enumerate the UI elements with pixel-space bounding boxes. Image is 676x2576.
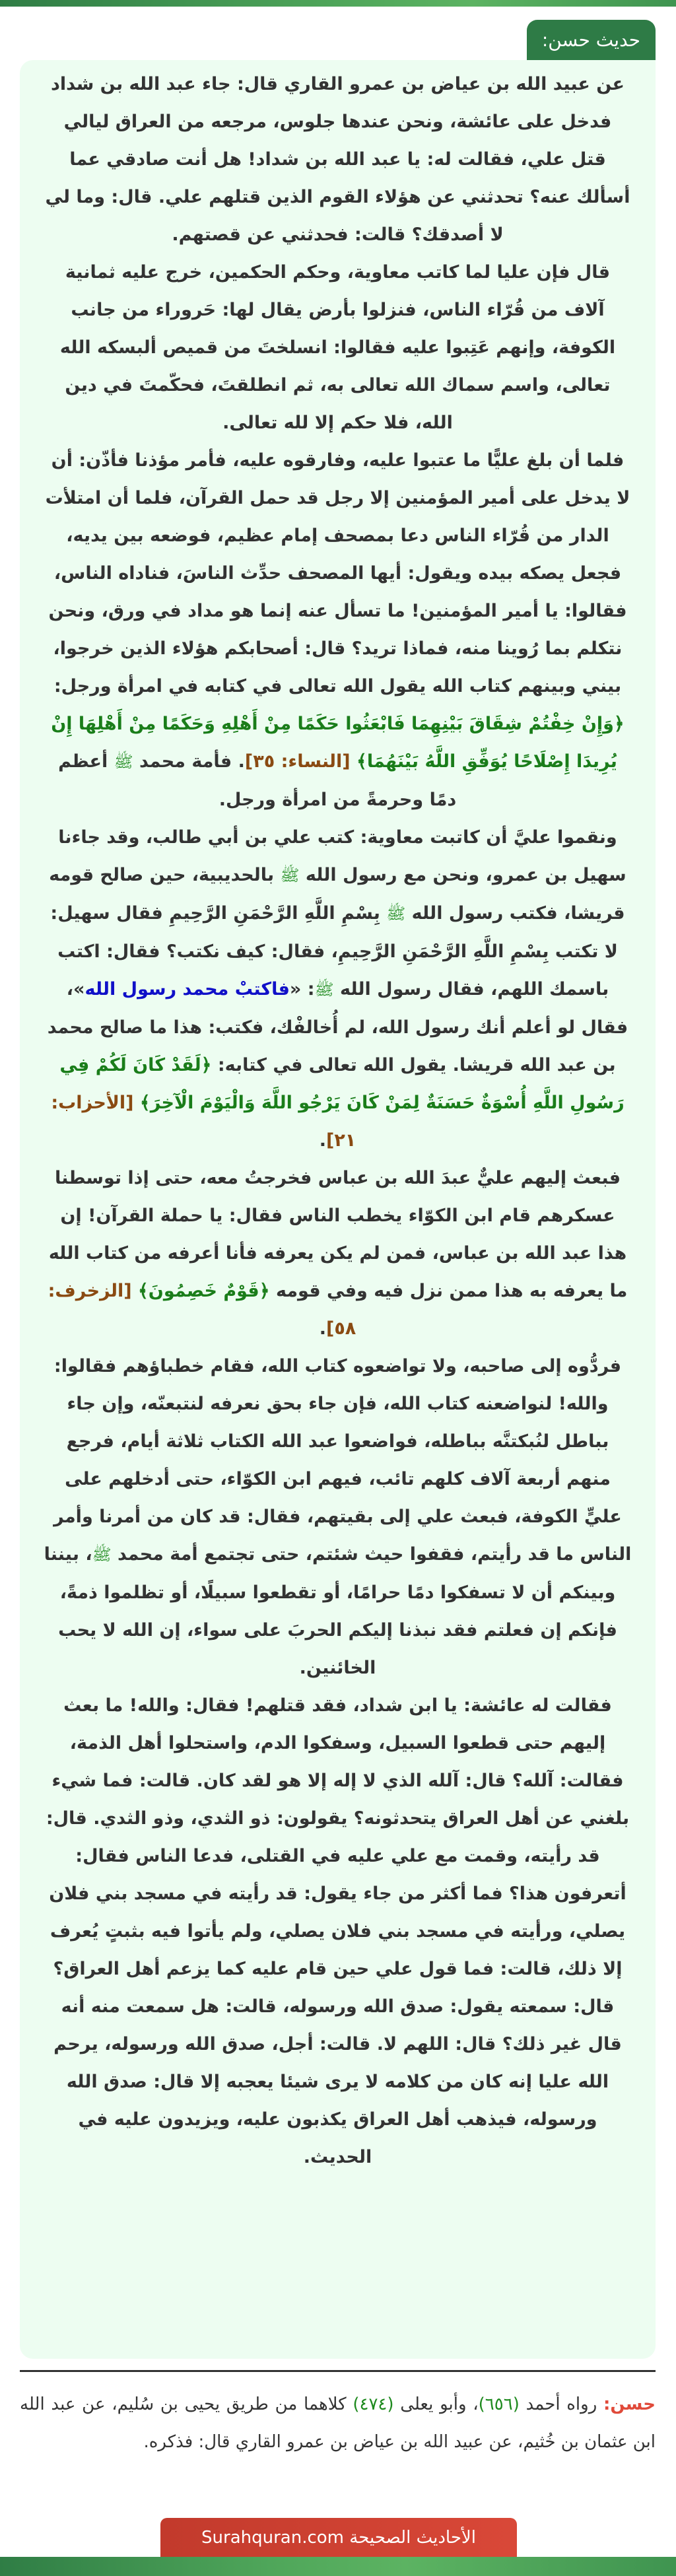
takhrij-source-text: [20, 2386, 656, 2461]
hadith-paragraph: [44, 1159, 632, 1347]
narration-text: ، بيننا وبينكم أن لا تسفكوا دمًا حرامًا، أو تقطعوا سبيلًا، أو تظلموا ذمةً، فإنكم إن فعلتم فقد نبذنا إليكم الحربَ على سواء، إن الله لا يحب الخائنين.: [44, 1544, 617, 1678]
prophet-quote: فاكتبْ محمد رسول الله: [84, 979, 290, 1000]
salawat-icon: ﷺ: [114, 753, 133, 771]
takhrij-text: كلاهما من طريق يحيى بن سُليم، عن عبد الله ابن عثمان بن خُثيم، عن عبيد الله بن عياض بن عمرو القاري قال: فذكره.: [20, 2394, 656, 2452]
surah-reference: [النساء: ٣٥]: [244, 751, 351, 772]
top-decorative-bar: [0, 0, 676, 7]
narration-text: بالحديبية، حين صالح قومه قريشا، فكتب رسول الله: [49, 865, 625, 924]
reference-number: (٤٧٤): [353, 2394, 394, 2414]
grade-label: حسن:: [603, 2394, 656, 2414]
site-link-button[interactable]: الأحاديث الصحيحة Surahquran.com: [160, 2518, 517, 2558]
salawat-icon: ﷺ: [92, 1545, 112, 1564]
narration-text: : «: [289, 979, 315, 1000]
reference-number: (٦٥٦): [478, 2394, 520, 2414]
hadith-paragraph: قال فإن عليا لما كاتب معاوية، وحكم الحكمين، خرج عليه ثمانية آلاف من قُرّاء الناس، فنزلوا بأرض يقال لها: حَروراء من جانب الكوفة، وإنهم عَتِبوا عليه فقالوا: انسلختَ من قميص ألبسكه الله تعالى، واسم سماك الله تعالى به، ثم انطلقتَ، فحكّمتَ في دين الله، فلا حكم إلا لله تعالى.: [59, 262, 616, 433]
hadith-paragraph: عن عبيد الله بن عياض بن عمرو القاري قال: جاء عبد الله بن شداد فدخل على عائشة، ونحن عندها جلوس، مرجعه من العراق ليالي قتل علي، فقالت له: يا عبد الله بن شداد! هل أنت صادقي عما أسألك عنه؟ تحدثني عن هؤلاء القوم الذين قتلهم علي. قال: وما لي لا أصدقك؟ قالت: فحدثني عن قصتهم.: [45, 74, 630, 245]
hadith-body: [44, 65, 632, 2176]
takhrij-text: ، وأبو يعلى: [393, 2394, 479, 2414]
narration-text: فردُّوه إلى صاحبه، ولا تواضعوه كتاب الله، فقام خطباؤهم فقالوا: والله! لنواضعنه كتاب الله، فإن جاء بحق نعرفه لنتبعنّه، وإن جاء بباطل لنُبكتنَّه بباطله، فواضعوا عبد الله الكتاب ثلاثة أيام، فرجع منهم أربعة آلاف كلهم تائب، فيهم ابن الكوّاء، حتى أدخلهم على عليٍّ الكوفة، فبعث علي إلى بقيتهم، فقال: قد كان من أمرنا وأمر الناس ما قد رأيتم، فقفوا حيث شئتم، حتى تجتمع أمة محمد: [53, 1356, 632, 1565]
narration-text: فبعث إليهم عليٌّ عبدَ الله بن عباس فخرجتُ معه، حتى إذا توسطنا عسكرهم قام ابن الكوّاء يخطب الناس فقال: يا حملة القرآن! إن هذا عبد الله بن عباس، فمن لم يكن يعرفه فأنا أعرفه من كتاب الله ما يعرفه به هذا ممن نزل فيه وفي قومه: [48, 1168, 628, 1301]
surah-reference: [الزخرف: ٥٨]: [48, 1281, 356, 1339]
hadith-text-box: [20, 60, 656, 2359]
narration-text: فلما أن بلغ عليًّا ما عتبوا عليه، وفارقوه عليه، فأمر مؤذنا فأذّن: أن لا يدخل على أمير المؤمنين إلا رجل قد حمل القرآن، فلما أن امتلأت الدار من قُرّاء الناس دعا بمصحف إمام عظيم، فوضعه بين يديه، فجعل يصكه بيده ويقول: أيها المصحف حدِّث الناسَ، فناداه الناس، فقالوا: يا أمير المؤمنين! ما تسأل عنه إنما هو مداد في ورق، ونحن نتكلم بما رُوينا منه، فماذا تريد؟ قال: أصحابكم هؤلاء الذين خرجوا، بيني وبينهم كتاب الله يقول الله تعالى في كتابه في امرأة ورجل:: [45, 450, 630, 696]
narration-text: بِسْمِ اللَّهِ الرَّحْمَنِ الرَّحِيمِ فقال سهيل: لا تكتب بِسْمِ اللَّهِ الرَّحْمَنِ الرَّحِيمِ، فقال: كيف نكتب؟ فقال: اكتب باسمك اللهم، فقال رسول الله: [50, 903, 618, 1000]
takhrij-text: رواه أحمد: [519, 2394, 603, 2414]
hadith-paragraph: [44, 1347, 632, 1687]
narration-text: .: [319, 1130, 326, 1151]
surah-reference: [الأحزاب: ٢١]: [51, 1093, 356, 1151]
section-divider: [20, 2370, 656, 2372]
hadith-paragraph: [44, 819, 632, 1159]
bottom-decorative-bar: [0, 2557, 676, 2576]
narration-text: ونقموا عليَّ أن كاتبت معاوية: كتب علي بن أبي طالب، وقد جاءنا سهيل بن عمرو، ونحن مع رسول الله: [58, 827, 626, 885]
hadith-paragraph: [44, 442, 632, 819]
quran-verse: ﴿قَوْمٌ خَصِمُونَ﴾: [137, 1281, 270, 1301]
salawat-icon: ﷺ: [280, 866, 300, 885]
narration-text: أعظم دمًا وحرمةً من امرأة ورجل.: [58, 751, 457, 810]
salawat-icon: ﷺ: [314, 980, 334, 999]
narration-text: »، فقال لو أعلم أنك رسول الله، لم أُخالفْك، فكتب: هذا ما صالح محمد بن عبد الله قريشا. يقول الله تعالى في كتابه:: [47, 979, 628, 1075]
salawat-icon: ﷺ: [386, 904, 406, 923]
quran-verse: ﴿لَقَدْ كَانَ لَكُمْ فِي رَسُولِ اللَّهِ أُسْوَةٌ حَسَنَةٌ لِمَنْ كَانَ يَرْجُو اللَّهَ وَالْيَوْمَ الْآخِرَ﴾: [59, 1055, 625, 1113]
narration-text: .: [319, 1318, 326, 1339]
hadith-grade-badge: حديث حسن:: [527, 20, 656, 60]
quran-verse: ﴿وَإِنْ خِفْتُمْ شِقَاقَ بَيْنِهِمَا فَابْعَثُوا حَكَمًا مِنْ أَهْلِهِ وَحَكَمًا مِنْ أَهْلِهَا إِنْ يُرِيدَا إِصْلَاحًا يُوَفِّقِ اللَّهُ بَيْنَهُمَا﴾: [51, 714, 625, 772]
hadith-paragraph: فقالت له عائشة: يا ابن شداد، فقد قتلهم! فقال: والله! ما بعث إليهم حتى قطعوا السبيل، وسفكوا الدم، واستحلوا أهل الذمة، فقالت: آلله؟ قال: آلله الذي لا إله إلا هو لقد كان. قالت: فما شيء بلغني عن أهل العراق يتحدثونه؟ يقولون: ذو الثدي، وذو الثدي. قال: قد رأيته، وقمت مع علي عليه في القتلى، فدعا الناس فقال: أتعرفون هذا؟ فما أكثر من جاء يقول: قد رأيته في مسجد بني فلان يصلي، ورأيته في مسجد بني فلان يصلي، ولم يأتوا فيه بثبتٍ يُعرف إلا ذلك، قالت: فما قول علي حين قام عليه كما يزعم أهل العراق؟ قال: سمعته يقول: صدق الله ورسوله، قالت: هل سمعت منه أنه قال غير ذلك؟ قال: اللهم لا. قالت: أجل، صدق الله ورسوله، يرحم الله عليا إنه كان من كلامه لا يرى شيئا يعجبه إلا قال: صدق الله ورسوله، فيذهب أهل العراق يكذبون عليه، ويزيدون عليه في الحديث.: [46, 1695, 630, 2167]
narration-text: . فأمة محمد: [133, 751, 245, 772]
